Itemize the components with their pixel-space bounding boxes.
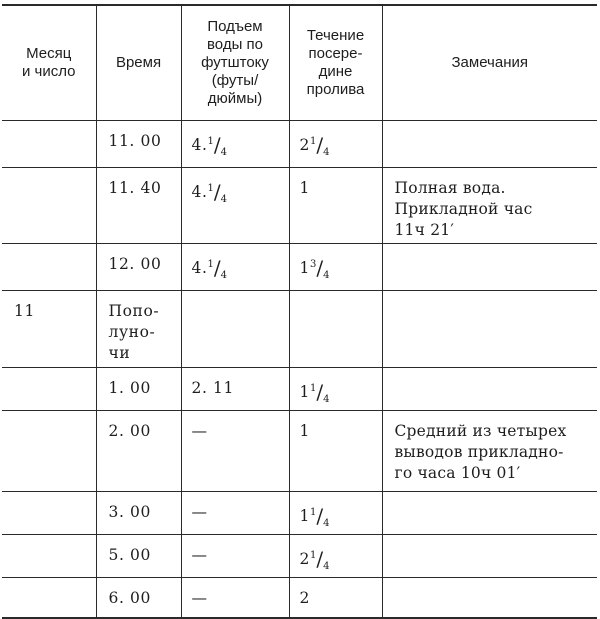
time-cell: 5. 00 — [96, 535, 181, 578]
notes-cell — [382, 368, 597, 411]
notes-cell — [382, 291, 597, 368]
water-rise-cell — [181, 535, 289, 578]
current-cell-slash: / — [316, 504, 324, 528]
table-row — [2, 168, 597, 244]
time-cell: 11. 00 — [96, 121, 181, 168]
table-row — [2, 492, 597, 535]
time-cell: 12. 00 — [96, 244, 181, 291]
date-cell — [2, 244, 96, 291]
date-cell — [2, 121, 96, 168]
water-rise-cell — [181, 291, 289, 368]
water-rise-cell-whole: 4. — [191, 259, 208, 277]
date-cell — [2, 535, 96, 578]
water-rise-cell-whole: 2. 11 — [191, 379, 234, 397]
current-cell — [289, 535, 382, 578]
time-cell: 1. 00 — [96, 368, 181, 411]
date-cell — [2, 578, 96, 618]
table-row — [2, 411, 597, 492]
time-cell: 11. 40 — [96, 168, 181, 244]
time-cell: 6. 00 — [96, 578, 181, 618]
current-cell-whole: 2 — [299, 550, 310, 568]
current-cell-slash: / — [316, 133, 324, 157]
notes-cell: Средний из четырех выводов прикладно- го часа 10ч 01′ — [382, 411, 597, 492]
date-cell — [2, 411, 96, 492]
current-cell — [289, 578, 382, 618]
current-cell-whole: 2 — [299, 136, 310, 154]
header-time: Время — [96, 5, 181, 121]
water-rise-cell-numerator: 1 — [207, 136, 214, 147]
current-cell — [289, 411, 382, 492]
table-row — [2, 535, 597, 578]
table-row — [2, 368, 597, 411]
water-rise-cell — [181, 492, 289, 535]
water-rise-cell — [181, 368, 289, 411]
water-rise-cell — [181, 168, 289, 244]
water-rise-cell-whole: — — [191, 546, 208, 564]
notes-cell — [382, 492, 597, 535]
current-cell-whole: 2 — [299, 589, 310, 607]
current-cell-slash: / — [316, 380, 324, 404]
notes-cell — [382, 244, 597, 291]
notes-cell — [382, 121, 597, 168]
table-row — [2, 121, 597, 168]
water-rise-cell — [181, 411, 289, 492]
current-cell-numerator: 1 — [309, 507, 317, 518]
current-cell — [289, 492, 382, 535]
current-cell-numerator: 1 — [309, 550, 317, 561]
table-row — [2, 291, 597, 368]
time-cell: Попо- луно- чи — [96, 291, 181, 368]
current-cell — [289, 244, 382, 291]
current-cell-numerator: 3 — [309, 259, 317, 270]
current-cell — [289, 168, 382, 244]
date-cell — [2, 492, 96, 535]
notes-cell — [382, 535, 597, 578]
water-rise-cell — [181, 244, 289, 291]
water-rise-cell-slash: / — [213, 180, 221, 204]
date-cell — [2, 368, 96, 411]
water-rise-cell-slash: / — [213, 256, 221, 280]
table-row — [2, 578, 597, 618]
water-rise-cell — [181, 578, 289, 618]
water-rise-cell-whole: 4. — [191, 136, 208, 154]
table-row — [2, 244, 597, 291]
current-cell — [289, 121, 382, 168]
current-cell-whole: 1 — [299, 383, 310, 401]
date-cell: 11 — [2, 291, 96, 368]
header-date: Месяц и число — [2, 5, 96, 121]
time-cell: 3. 00 — [96, 492, 181, 535]
water-rise-cell-numerator: 1 — [207, 183, 214, 194]
current-cell-slash: / — [316, 547, 324, 571]
current-cell — [289, 291, 382, 368]
header-row — [2, 5, 597, 121]
current-cell-denominator: 4 — [323, 147, 330, 158]
water-rise-cell-slash: / — [213, 133, 221, 157]
current-cell-denominator: 4 — [323, 394, 330, 405]
water-rise-cell-whole: 4. — [191, 183, 208, 201]
water-rise-cell-numerator: 1 — [207, 259, 214, 270]
current-cell-whole: 1 — [299, 507, 310, 525]
current-cell — [289, 368, 382, 411]
current-cell-whole: 1 — [299, 259, 310, 277]
current-cell-denominator: 4 — [323, 518, 330, 529]
tide-table — [2, 4, 597, 619]
current-cell-denominator: 4 — [323, 561, 330, 572]
water-rise-cell-denominator: 4 — [220, 194, 227, 205]
current-cell-whole: 1 — [299, 179, 310, 197]
notes-cell — [382, 578, 597, 618]
water-rise-cell-whole: — — [191, 503, 208, 521]
current-cell-numerator: 1 — [309, 136, 317, 147]
current-cell-numerator: 1 — [309, 383, 317, 394]
water-rise-cell-whole: — — [191, 422, 208, 440]
water-rise-cell-whole: — — [191, 589, 208, 607]
water-rise-cell-denominator: 4 — [220, 147, 227, 158]
notes-cell: Полная вода. Прикладной час 11ч 21′ — [382, 168, 597, 244]
current-cell-slash: / — [316, 256, 324, 280]
header-current: Течение посере- дине пролива — [289, 5, 382, 121]
current-cell-whole: 1 — [299, 422, 310, 440]
table-body — [2, 121, 597, 618]
header-notes: Замечания — [382, 5, 597, 121]
water-rise-cell-denominator: 4 — [220, 270, 227, 281]
header-water-rise: Подъем воды по футштоку (футы/ дюймы) — [181, 5, 289, 121]
date-cell — [2, 168, 96, 244]
water-rise-cell — [181, 121, 289, 168]
current-cell-denominator: 4 — [323, 270, 330, 281]
time-cell: 2. 00 — [96, 411, 181, 492]
